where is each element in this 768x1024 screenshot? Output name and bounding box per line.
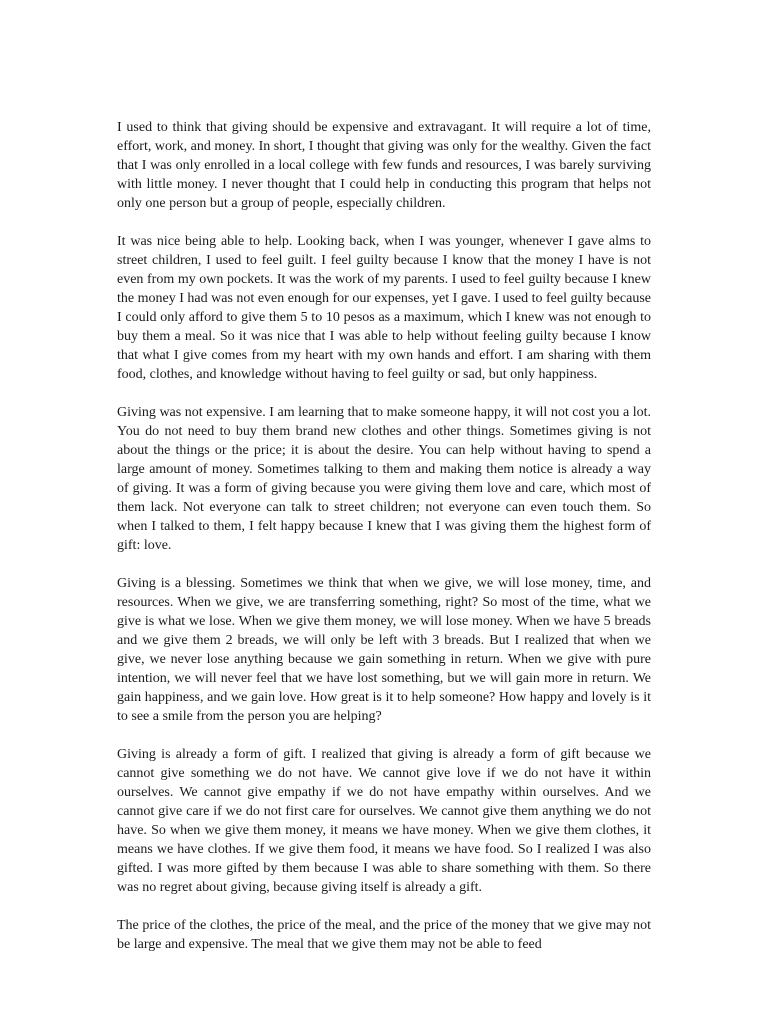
paragraph-3: Giving was not expensive. I am learning that to make someone happy, it will not cost you a lot. You do not need to buy them brand new clothes and other things. Sometimes giving is not about the things or the price; it is about the desire. You can help without having to spend a large amount of money. Sometimes talking to them and making them notice is already a way of giving. It was a form of giving because you were giving them love and care, which most of them lack. Not everyone can talk to street children; not everyone can even touch them. So when I talked to them, I felt happy because I knew that I was giving them the highest form of gift: love. xyxy=(117,405,651,553)
paragraph-2: It was nice being able to help. Looking back, when I was younger, whenever I gave alms to street children, I used to feel guilt. I feel guilty because I know that the money I have is not even from my own pockets. It was the work of my parents. I used to feel guilty because I knew the money I had was not even enough for our expenses, yet I gave. I used to feel guilty because I could only afford to give them 5 to 10 pesos as a maximum, which I knew was not enough to buy them a meal. So it was nice that I was able to help without feeling guilty because I know that what I give comes from my heart with my own hands and effort. I am sharing with them food, clothes, and knowledge without having to feel guilty or sad, but only happiness. xyxy=(117,234,651,382)
paragraph-4: Giving is a blessing. Sometimes we think that when we give, we will lose money, time, and resources. When we give, we are transferring something, right? So most of the time, what we give is what we lose. When we give them money, we will lose money. When we have 5 breads and we give them 2 breads, we will only be left with 3 breads. But I realized that when we give, we never lose anything because we gain something in return. When we give with pure intention, we will never feel that we have lost something, but we will gain more in return. We gain happiness, and we gain love. How great is it to help someone? How happy and lovely is it to see a smile from the person you are helping? xyxy=(117,576,651,724)
paragraph-5: Giving is already a form of gift. I realized that giving is already a form of gift because we cannot give something we do not have. We cannot give love if we do not have it within ourselves. We cannot give empathy if we do not have empathy within ourselves. And we cannot give care if we do not first care for ourselves. We cannot give them anything we do not have. So when we give them money, it means we have money. When we give them clothes, it means we have clothes. If we give them food, it means we have food. So I realized I was also gifted. I was more gifted by them because I was able to share something with them. So there was no regret about giving, because giving itself is already a gift. xyxy=(117,747,651,895)
document-page xyxy=(117,118,651,1024)
paragraph-1: I used to think that giving should be expensive and extravagant. It will require a lot of time, effort, work, and money. In short, I thought that giving was only for the wealthy. Given the fact that I was only enrolled in a local college with few funds and resources, I was barely surviving with little money. I never thought that I could help in conducting this program that helps not only one person but a group of people, especially children. xyxy=(117,120,651,211)
paragraph-6: The price of the clothes, the price of the meal, and the price of the money that we give may not be large and expensive. The meal that we give them may not be able to feed xyxy=(117,918,651,952)
